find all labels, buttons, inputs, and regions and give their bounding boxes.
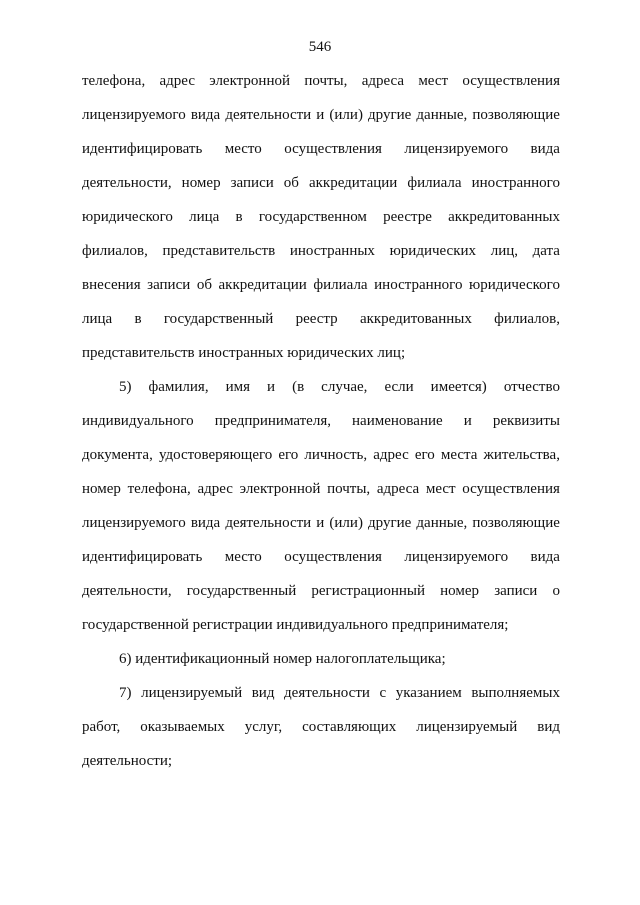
text-line: филиалов, представительств иностранных юридических лиц, дата bbox=[82, 243, 560, 259]
text-line: идентифицировать место осуществления лицензируемого вида bbox=[82, 549, 560, 565]
text-line: деятельности, государственный регистрационный номер записи о bbox=[82, 583, 560, 599]
text-line: идентифицировать место осуществления лицензируемого вида bbox=[82, 141, 560, 157]
text-line: 7) лицензируемый вид деятельности с указанием выполняемых bbox=[119, 685, 560, 701]
body-text bbox=[82, 66, 560, 780]
text-line: лицензируемого вида деятельности и (или) другие данные, позволяющие bbox=[82, 107, 560, 123]
text-line: телефона, адрес электронной почты, адреса мест осуществления bbox=[82, 73, 560, 89]
text-line: юридического лица в государственном реестре аккредитованных bbox=[82, 209, 560, 225]
text-line: индивидуального предпринимателя, наименование и реквизиты bbox=[82, 413, 560, 429]
text-line: 5) фамилия, имя и (в случае, если имеется) отчество bbox=[119, 379, 560, 395]
page-number: 546 bbox=[308, 39, 332, 55]
text-line: номер телефона, адрес электронной почты, адреса мест осуществления bbox=[82, 481, 560, 497]
text-line: внесения записи об аккредитации филиала иностранного юридического bbox=[82, 277, 560, 293]
text-line: 6) идентификационный номер налогоплательщика; bbox=[119, 651, 446, 667]
text-line: лицензируемого вида деятельности и (или) другие данные, позволяющие bbox=[82, 515, 560, 531]
text-line: деятельности; bbox=[82, 753, 173, 769]
text-line: лица в государственный реестр аккредитованных филиалов, bbox=[82, 311, 560, 327]
text-line: представительств иностранных юридических лиц; bbox=[82, 345, 406, 361]
text-line: государственной регистрации индивидуального предпринимателя; bbox=[82, 617, 509, 633]
text-line: деятельности, номер записи об аккредитации филиала иностранного bbox=[82, 175, 560, 191]
text-line: документа, удостоверяющего его личность, адрес его места жительства, bbox=[82, 447, 560, 463]
text-line: работ, оказываемых услуг, составляющих лицензируемый вид bbox=[82, 719, 560, 735]
